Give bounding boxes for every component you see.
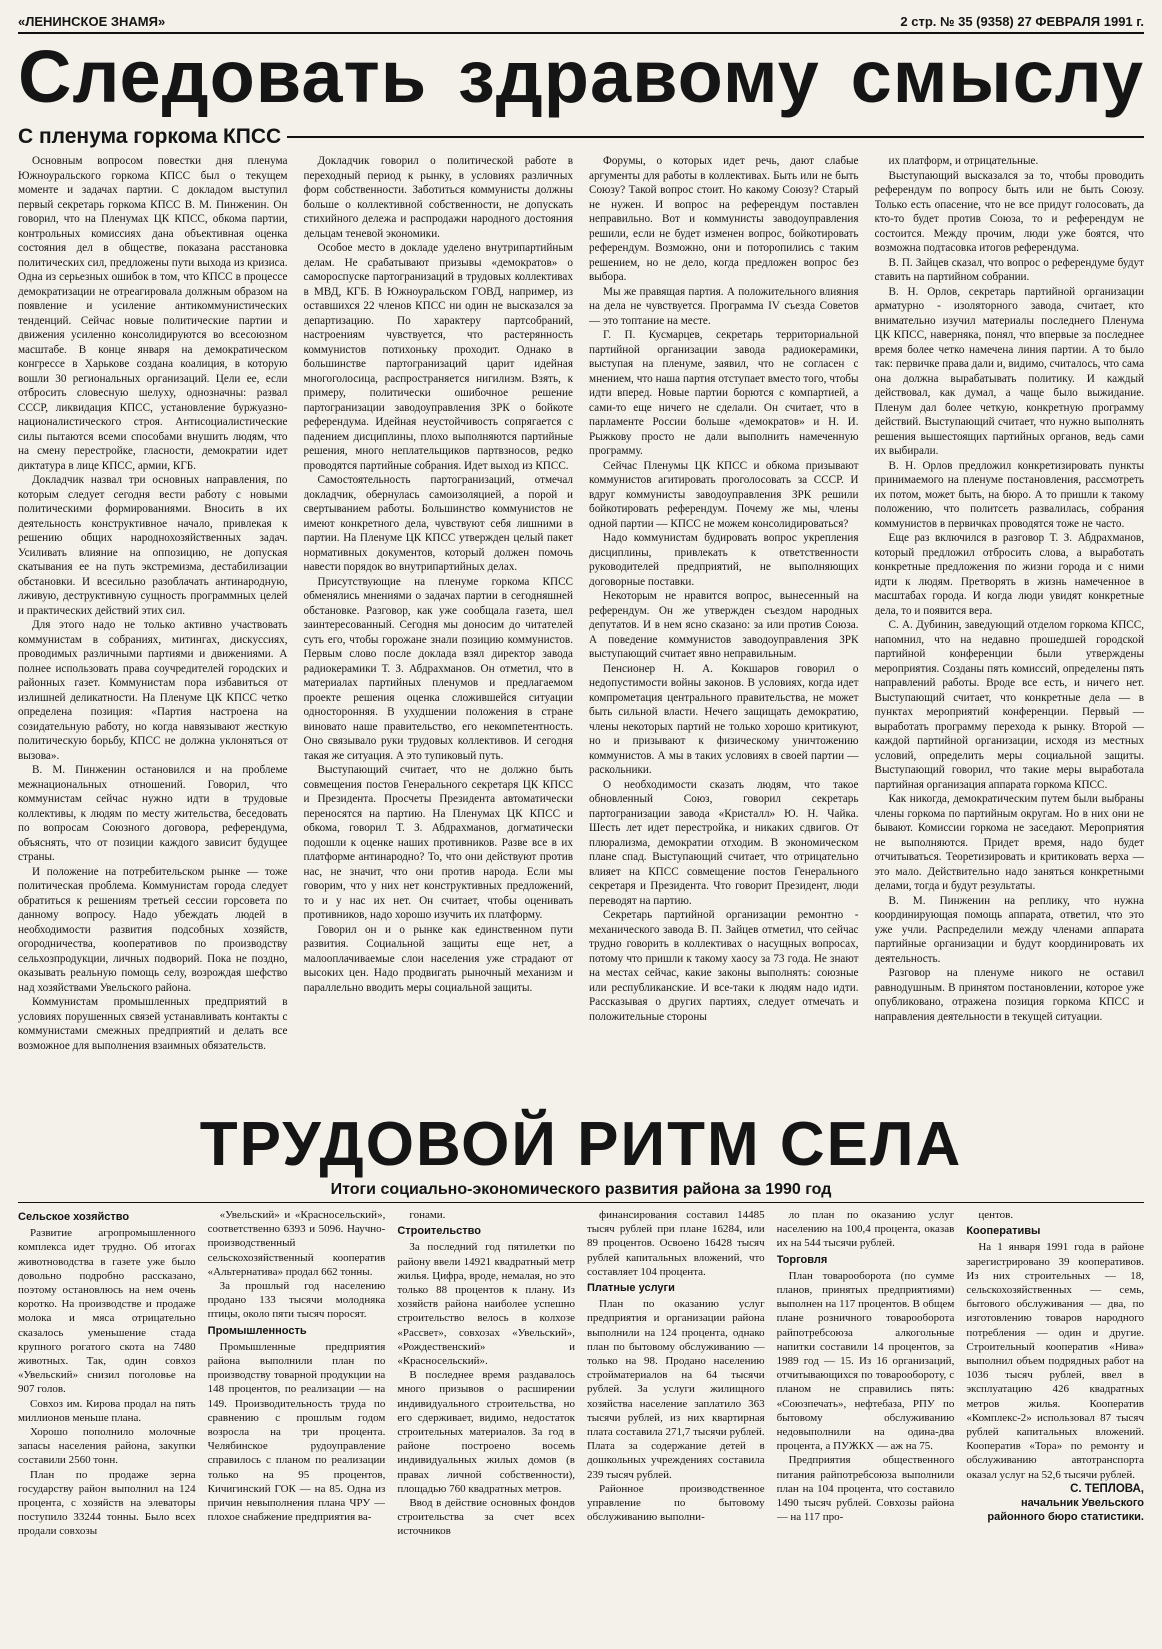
rubric-text: С пленума горкома КПСС: [18, 125, 282, 148]
paragraph: Выступающий высказался за то, чтобы проводить референдум по вопросу быть или не быть Союзу. Только есть опасение, что не все придут голосовать, да кто-то будет против Союза, то и референдум не состоится. Между прочим, люди уже боятся, что возможна подтасовка итогов референдума.: [874, 169, 1144, 254]
paragraph: В. Н. Орлов, секретарь партийной организации арматурно - изоляторного завода, считает, кто внимательно изучил материалы последнего Пленума ЦК КПСС, наверняка, понял, что впервые за последнее время более четко намечена линия партии. А то было так: первичке права дали и, видимо, считалось, что сама она должна вырабатывать политику. И каждый действовал, как думал, а чаще было выжидание. Пленум дал более четкую, конкретную программу действий. Выступающий считает, что нужно выполнять решения вышестоящих партийных органов, ведь сами их выбирали.: [874, 285, 1144, 457]
paragraph: Промышленные предприятия района выполнили план по производству товарной продукции на 148 процентов, по реализации — на 149. Производительность труда по сравнению с прошлым годом возросла на три процента. Челябинское рудоуправление справилось с планом по реализации только на 95 процентов, Кичигинский ГОК — на 85. Одна из причин невыполнения плана ЧРУ — плохое снабжение предприятия ва-: [207, 1340, 386, 1524]
paragraph: Форумы, о которых идет речь, дают слабые аргументы для работы в коллективах. Быть или не быть Союзу? Такой вопрос стоит. Но какому Союзу? Старый не нужен. И вопрос на референдум поставлен неправильно. Вот и коммунисты заводоуправления решили, если не будет изменен вопрос, бойкотировать референдум. Возможно, они и поторопились с таким решением, но не дело, когда предложен вопрос без выбора.: [589, 155, 859, 283]
paragraph: В. П. Зайцев сказал, что вопрос о референдуме будут ставить на партийном собрании.: [874, 256, 1144, 283]
paragraph: Развитие агропромышленного комплекса идет трудно. Об итогах животноводства в газете уже было довольно подробно рассказано, поэтому остановлюсь на нем очень коротко. На производстве и продаже молока и мяса отрицательно сказалось уменьшение стада крупного рогатого скота на 7480 животных. Так, один совхоз «Увельский» снизил поголовье на 907 голов.: [18, 1227, 196, 1396]
newspaper-name: «ЛЕНИНСКОЕ ЗНАМЯ»: [18, 13, 166, 29]
paragraph: Некоторым не нравится вопрос, вынесенный на референдум. Он же утвержден съездом народных депутатов. И в нем ясно сказано: за или против Союза. А поведение коммунистов заводоуправления ЗРК выступающий считает явно неправильным.: [589, 590, 859, 660]
paragraph: В последнее время раздавалось много призывов о расширении индивидуального строительства, но его сдерживает, видимо, недостаток строительных материалов. За год в районе построено восемь индивидуальных жилых домов (в правах личной собственности), площадью 760 квадратных метров.: [397, 1369, 575, 1495]
paragraph: Пенсионер Н. А. Кокшаров говорил о недопустимости войны законов. В условиях, когда идет компрометация центрального правительства, не может быть сильной власти. Нечего защищать демократию, члены некоторых партий не только хорошо критикуют, но и призывают к физическому уничтожению коммунистов. А мы в таких условиях в своей партии — раскольники.: [589, 662, 859, 776]
paragraph: Совхоз им. Кирова продал на пять миллионов меньше плана.: [18, 1397, 196, 1424]
paragraph: План товарооборота (по сумме планов, принятых предприятиями) выполнен на 117 процентов. В общем плане розничного товарооборота райпотребсоюза алкогольные напитки составили 14 процентов, за 1989 год — 15. Из 16 организаций, отчитывающихся по товарообороту, с планом не справились пять: «Союзпечать», нефтебаза, РПУ по бытовому обслуживанию недовыполнили на одина-два процента, а ПУЖКХ — аж на 75.: [776, 1269, 955, 1453]
paragraph: Докладчик говорил о политической работе в переходный период к рынку, в условиях различных форм собственности. Заботиться коммунисты должны больше о коллективной собственности, не допускать стихийного дележа и распродажи народного достояния дельцам теневой экономики.: [303, 155, 573, 240]
paragraph: их платформ, и отрицательные.: [888, 155, 1039, 167]
paragraph: Выступающий считает, что не должно быть совмещения постов Генерального секретаря ЦК КПСС и Президента. Просчеты Президента автоматически переносятся на партию. На Пленумах ЦК КПСС и обкома, говорил Т. З. Абдрахманов, догматически подошли к оценке наших противников. Разве все в их платформе антинародно? То, что они действуют против нас, не значит, что они против народа. Если мы говорим, что у них нет конструктивных предложений, то и у нас их нет. Он считает, чтобы оценивать противников, надо хорошо изучить их платформу.: [303, 764, 573, 921]
article2-column: [208, 1208, 386, 1644]
paragraph: Мы же правящая партия. А положительного влияния на дела не чувствуется. Программа IV съезда Советов — это топтание на месте.: [589, 285, 859, 327]
article2-column: [966, 1208, 1144, 1644]
paragraph: За последний год пятилетки по району ввели 14921 квадратный метр жилья. Цифра, вроде, немалая, но это только 88 процентов к плану. Из хозяйств района наиболее успешно строительство велось в колхозе «Рассвет», совхозах «Увельский», «Рождественский» и «Красносельский».: [397, 1241, 575, 1368]
paragraph: О необходимости сказать людям, что такое обновленный Союз, говорил секретарь партогранизации завода «Кристалл» Ю. Н. Чайка. Шесть лет идет перестройка, и никаких сдвигов. От плюрализма, демократии отходим. В экономическом плане спад. Выступающий считает, что отрицательно влияет на КПСС совмещение постов Генерального секретаря и Президента. Что говорит Президент, люди переводят на партию.: [589, 778, 859, 907]
paragraph: Разговор на пленуме никого не оставил равнодушным. В принятом постановлении, которое уже опубликовано, отражена позиция горкома КПСС и направления деятельности в текущей ситуации.: [874, 967, 1144, 1023]
paragraph: Особое место в докладе уделено внутрипартийным делам. Не срабатывают призывы «демократов» о самороспуске партогранизаций в трудовых коллективах в МВД, КГБ. В Южноуральском ГОВД, например, из оставшихся 22 членов КПСС ни один не высказался за департизацию. По характеру партсобраний, настроениям чувствуется, что растерянность коммунистов потихоньку проходит. Однако в большинстве партогранизаций царит идейная многоголосица, распространяется нигилизм. Взять, к примеру, политически ошибочное решение партогранизации заводоуправления ЗРК о бойкоте референдума. Идейная неустойчивость сопрягается с падением дисциплины, плохо выполняются партийные решения, много неплательщиков партвзносов, редко проводятся партийные собрания. Идет выход из КПСС.: [303, 242, 573, 472]
paragraph: Коммунистам промышленных предприятий в условиях порушенных связей устанавливать контакты с коммунистами смежных предприятий и делать все возможное для выполнения взаимных обязательств.: [18, 996, 288, 1052]
article1-column: [875, 154, 1145, 1157]
article1-body: [18, 154, 1144, 1157]
section-heading: Промышленность: [207, 1324, 307, 1337]
paragraph: Районное производственное управление по бытовому обслуживанию выполни-: [587, 1482, 765, 1524]
section-heading: Платные услуги: [587, 1282, 675, 1295]
paragraph: Докладчик назвал три основных направления, по которым следует сегодня вести работу с новыми политическими формированиями. Вносить в их деятельность конструктивное начало, привлекая к решению общих народнохозяйственных задач. Усиливать влияние на оппозицию, не допуская скатывания ее на путь экстремизма, дестабилизации обстановки. И всесильно разоблачать антинародную, лживую, деструктивную сущность программных целей и практических действий этих сил.: [18, 474, 288, 617]
paragraph: Хорошо пополнило молочные запасы населения района, закупки составили 2560 тонн.: [18, 1426, 196, 1467]
paragraph: Еще раз включился в разговор Т. З. Абдрахманов, который предложил отбросить слова, а выработать конкретные предложения по жизни города и с ними идти к людям. Претворять в жизнь намеченное в масштабах города. И когда люди увидят конкретные дела, то и появится вера.: [874, 532, 1144, 617]
paragraph: В. Н. Орлов предложил конкретизировать пункты принимаемого на пленуме постановления, рассмотреть их потом, может быть, на бюро. А то пришли к такому положению, что политсеть развалилась, собрания коммунистов в первичках проводятся тоже не часто.: [874, 459, 1144, 530]
headline-word: Следовать: [18, 34, 428, 118]
article2-column: [777, 1208, 955, 1644]
author-signature: С. ТЕПЛОВА,: [1070, 1482, 1144, 1495]
headline-word: здравому: [458, 34, 820, 118]
article1-column: [18, 154, 288, 1157]
article2-column: [18, 1208, 196, 1644]
article1-column: [304, 154, 574, 1157]
paragraph: Как никогда, демократическим путем были выбраны члены горкома по партийным округам. Но в них они не бывают. Комиссии горкома не заседают. Мероприятия не выполняются. Придет время, надо будет отчитываться. Теоретизировать и критиковать верха — это мало. Действительно надо заняться конкретными делами, тогда и будут результаты.: [874, 793, 1144, 892]
paragraph: Надо коммунистам будировать вопрос укрепления дисциплины, привлекать к ответственности руководителей предприятий, не выполняющих договорные поставки.: [589, 532, 859, 588]
paragraph: Для этого надо не только активно участвовать коммунистам в собраниях, митингах, дискуссиях, проводимых различными партиями и движениями. А полнее использовать права соучредителей городских и районных газет. Коммунистам пора избавиться от излишней деликатности. На Пленуме ЦК КПСС четко определена позиция: «Партия настроена на созидательную работу, но когда навязывают жесткую политическую борьбу, КПСС не должна уклоняться от вызова».: [18, 619, 288, 762]
section-heading: Кооперативы: [966, 1225, 1041, 1238]
paragraph: Ввод в действие основных фондов строительства за счет всех источников: [397, 1497, 575, 1538]
article1-column: [589, 154, 859, 1157]
article2-column: [587, 1208, 765, 1644]
article2-subtitle: Итоги социально-экономического развития района за 1990 год: [18, 1178, 1144, 1203]
article1-rubric: [18, 124, 1144, 150]
article2-headline: ТРУДОВОЙ РИТМ СЕЛА: [199, 1110, 963, 1179]
paragraph: центов.: [978, 1209, 1014, 1221]
article2-column: [397, 1208, 575, 1644]
paragraph: С. А. Дубинин, заведующий отделом горкома КПСС, напомнил, что на недавно прошедшей городской партийной конференции были утверждены мероприятия. Созданы пять комиссий, определены пять направлений работы. Вроде все есть, и ничего нет. Выступающий считает, что конкретные дела — в пунктах мероприятий конференции. Первый — выработать программу перехода к рынку. Второй — каждой партийной организации, исходя из местных условий, определить меры социальной защиты. Выступающий говорил, что такие меры выработала партийная организация аппарата горкома КПСС.: [874, 619, 1144, 791]
paragraph: В. М. Пинженин остановился и на проблеме межнациональных отношений. Говорил, что коммунистам сейчас нужно идти в трудовые коллективы, к людям по месту жительства, беседовать по вопросам Союзного договора, референдума, объяснять, что от позиции каждого зависит будущее страны.: [18, 764, 288, 863]
paragraph: Предприятия общественного питания райпотребсоюза выполнили план на 104 процента, что составило 1490 тысяч рублей. Совхозы района — на 117 про-: [776, 1454, 955, 1524]
paragraph: Самостоятельность партогранизаций, отмечал докладчик, обернулась самоизоляцией, а порой и свертыванием работы. Большинство коммунистов не имеют конкретного дела, чувствуют себя лишними в партии. На Пленуме ЦК КПСС утвержден целый пакет нормативных документов, который должен помочь навести порядок во внутрипартийных делах.: [303, 474, 573, 573]
paragraph: Г. П. Кусмарцев, секретарь территориальной партийной организации завода радиокерамики, выступая на пленуме, заявил, что не согласен с мнением, что наша партия отступает вместо того, чтобы идти вперед. Новые партии борются с компартией, а сами-то еще ничего не сделали. Он считает, что в парламенте России больше «демократов» и Н. И. Рыжкову просто не дали выполнить намеченную программу.: [589, 329, 859, 457]
paragraph: На 1 января 1991 года в районе зарегистрировано 39 кооперативов. Из них строительных — 18, сельскохозяйственных — семь, бытового обслуживания — два, по изготовлению товаров народного потребления — один и другие. Строительный кооператив «Нива» выполнил объем подрядных работ на 1036 тысяч рублей, ввел в эксплуатацию 426 квадратных метров жилья. Кооператив «Комплекс-2» использовал 87 тысяч рублей капитальных вложений. Кооператив «Тора» по ремонту и обслуживанию автотранспорта оказал услуг на 52,6 тысячи рублей.: [966, 1241, 1144, 1481]
paragraph: ло план по оказанию услуг населению на 100,4 процента, оказав их на 544 тысячи рублей.: [776, 1209, 955, 1250]
section-heading: Торговля: [776, 1253, 828, 1266]
paragraph: План по продаже зерна государству район выполнил на 124 процента, с хозяйств на элеваторы поступило 33244 тонны. Было всех продали совхозы: [18, 1468, 196, 1538]
section-heading: Строительство: [397, 1225, 481, 1238]
paragraph: «Увельский» и «Красносельский», соответственно 6393 и 5096. Научно-производственный сельскохозяйственный кооператив «Альтернатива» продал 662 тонны.: [207, 1209, 386, 1278]
section-heading: Сельское хозяйство: [18, 1211, 130, 1223]
page-header: [18, 10, 1144, 34]
author-position: начальник Увельского районного бюро статистики.: [987, 1497, 1144, 1524]
rubric-rule: [287, 136, 1144, 138]
paragraph: Присутствующие на пленуме горкома КПСС обменялись мнениями о задачах партии в сегодняшней обстановке. Разговор, как уже сообщала газета, шел заинтересованный. Сегодня мы доносим до читателей суть его, чтобы горожане знали позицию коммунистов. Первым слово после доклада взял директор завода радиокерамики Т. З. Абдрахманов. Он отметил, что в материалах партийных пленумов и предлагаемом проекте решения оценка сложившейся ситуации односторонняя. В ухудшении положения в стране виновато наше правительство, его некомпетентность. Оно связывало руки трудовых коллективов. И сегодня такая же ситуация. А это тупиковый путь.: [303, 575, 573, 762]
paragraph: Секретарь партийной организации ремонтно - механического завода В. П. Зайцев отметил, что сейчас трудно говорить в коллективах о насущных вопросах, потому что пришли к такому хаосу за 73 года. Не знают на местах сейчас, какие законы выполнять: союзные или республиканские. И все-таки к людям надо идти. Рассказывая о других партиях, следует отмечать и положительные стороны: [589, 909, 859, 1023]
paragraph: финансирования составил 14485 тысяч рублей при плане 16284, или 89 процентов. Освоено 16428 тысяч рублей капитальных вложений, что составляет 104 процента.: [587, 1209, 765, 1278]
headline-word: смыслу: [850, 34, 1144, 118]
paragraph: Говорил он и о рынке как единственном пути развития. Социальной защиты еще нет, а малооплачиваемые слои населения уже страдают от высоких цен. Надо продвигать рыночный механизм и параллельно вводить меры социальной защиты.: [303, 923, 573, 994]
paragraph: Сейчас Пленумы ЦК КПСС и обкома призывают коммунистов агитировать проголосовать за СССР. И вдруг коммунисты заводоуправления ЗРК решили бойкотировать референдум. Почему же мы, члены одной партии — КПСС не можем консолидироваться?: [589, 459, 859, 530]
paragraph: Основным вопросом повестки дня пленума Южноуральского горкома КПСС был о текущем моменте и задачах партии. С докладом выступил первый секретарь горкома КПСС В. М. Пинженин. Он говорил, что на Пленумах ЦК КПСС, обкома партии, контрольных комиссиях дана объективная оценка состояния дел в обществе, показана расстановка политических сил, предложены пути выхода из кризиса. Одна из серьезных ошибок в том, что КПСС в процессе демократизации не отреагировала должным образом на появление и усиление антикоммунистических тенденций. Сейчас новые политические партии и движения усиленно консолидируются во всесоюзном масштабе. В конце января на демократическом конгрессе в Харькове создана коалиция, в которую вошли 30 региональных организаций. Цели ее, если отбросить словесную шелуху, однозначны: развал СССР, ликвидация КПСС, установление буржуазно-националистического строя. Антисоциалистические силы пытаются всеми способами внушить людям, что на смену перестройке, гласности, демократии идет диктатура в лице КПСС, армии, КГБ.: [18, 155, 288, 472]
paragraph: За прошлый год населению продано 133 тысячи молодняка птицы, около пяти тысяч поросят.: [207, 1280, 386, 1321]
paragraph: И положение на потребительском рынке — тоже политическая проблема. Коммунистам города следует обратиться к решениям третьей сессии горсовета по данному вопросу. Надо убеждать людей в необходимости развития подсобных хозяйств, огородничества, кооперативов по производству сельхозпродукции, личных подворий. Пока не поздно, оказывать реальную помощь селу, возрождая шефство над хозяйствами Увельского района.: [18, 865, 288, 994]
issue-info: 2 стр. № 35 (9358) 27 ФЕВРАЛЯ 1991 г.: [900, 13, 1144, 29]
paragraph: гонами.: [409, 1209, 446, 1221]
paragraph: План по оказанию услуг предприятия и организации района выполнили на 124 процента, однако план по бытовому обслуживанию — только на 98. Продано населению стройматериалов на 64 тысячи рублей. За услуги жилищного хозяйства население заплатило 363 тысячи рублей, из них квартирная плата составила 271,7 тысячи рублей. Плата за содержание детей в дошкольных учреждениях составила 239 тысяч рублей.: [587, 1298, 765, 1481]
paragraph: В. М. Пинженин на реплику, что нужна координирующая помощь аппарата, ответил, что это уже учли. Распределили между членами аппарата партийные организации и будут координировать их деятельность.: [874, 894, 1144, 965]
article1-headline: [18, 34, 1144, 118]
article2-body: [18, 1208, 1144, 1644]
